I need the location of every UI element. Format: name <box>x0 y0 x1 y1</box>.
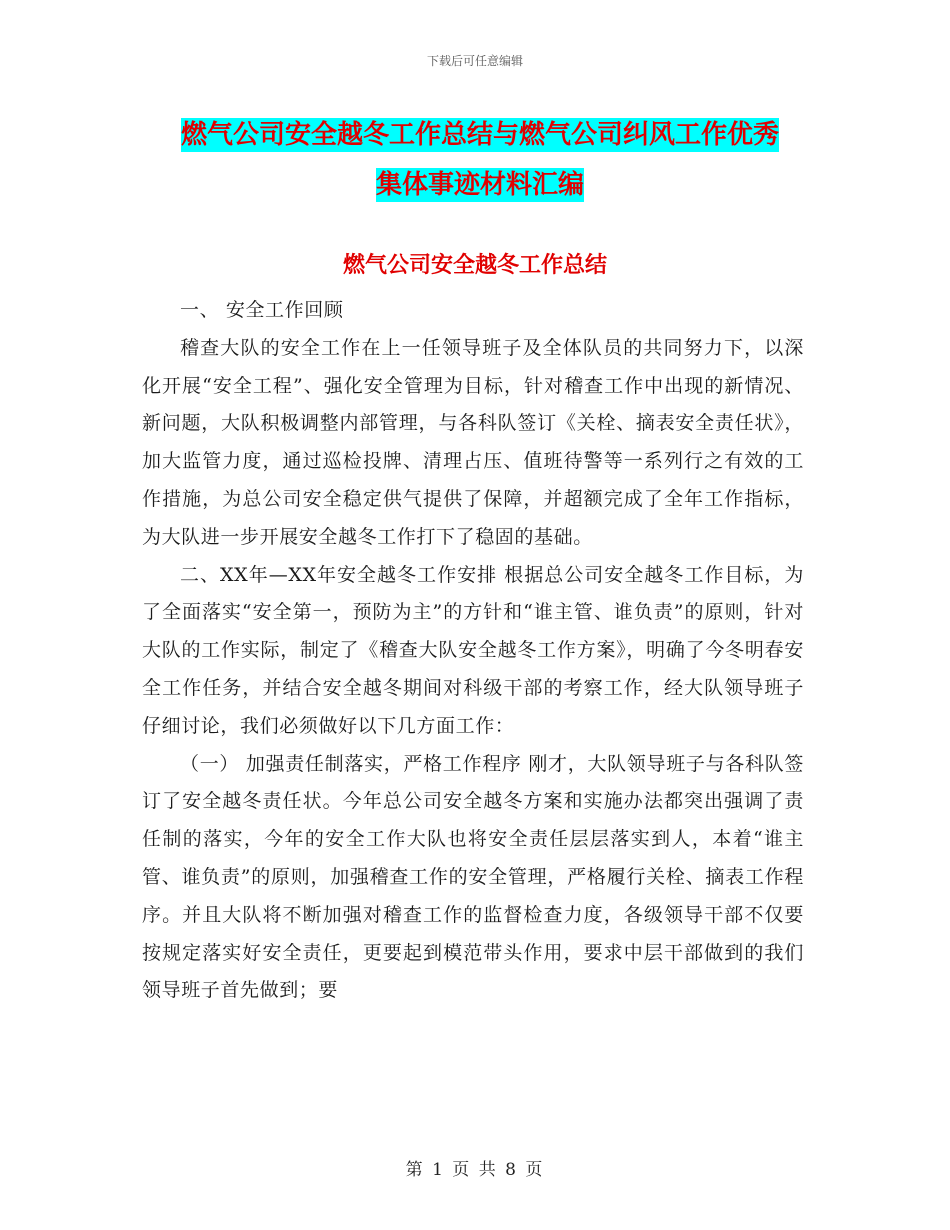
paragraph: 稽查大队的安全工作在上一任领导班子及全体队员的共同努力下，以深化开展“安全工程”、强化安全管理为目标，针对稽查工作中出现的新情况、新问题，大队积极调整内部管理，与各科队签订《关栓、摘表安全责任状》，加大监管力度，通过巡检投牌、清理占压、值班待警等一系列行之有效的工作措施，为总公司安全稳定供气提供了保障，并超额完成了全年工作指标，为大队进一步开展安全越冬工作打下了稳固的基础。 <box>142 336 804 548</box>
document-title <box>140 110 820 210</box>
document-title-line2: 集体事迹材料汇编 <box>375 170 584 200</box>
page-number: 第 1 页 共 8 页 <box>405 1160 545 1180</box>
page-header-note: 下载后可任意编辑 <box>426 54 523 68</box>
document-body <box>142 292 804 1010</box>
paragraph: 二、XX年—XX年安全越冬工作安排 根据总公司安全越冬工作目标，为了全面落实“安全第一，预防为主”的方针和“谁主管、谁负责”的原则，针对大队的工作实际，制定了《稽查大队安全越冬工作方案》，明确了今冬明春安全工作任务，并结合安全越冬期间对科级干部的考察工作，经大队领导班子仔细讨论，我们必须做好以下几方面工作： <box>142 563 804 737</box>
paragraph-heading-1: 一、 安全工作回顾 <box>180 299 344 321</box>
document-title-line1: 燃气公司安全越冬工作总结与燃气公司纠风工作优秀 <box>180 120 779 150</box>
paragraph: （一） 加强责任制落实，严格工作程序 刚才，大队领导班子与各科队签订了安全越冬责任状。今年总公司安全越冬方案和实施办法都突出强调了责任制的落实，今年的安全工作大队也将安全责任层层落实到人，本着“谁主管、谁负责”的原则，加强稽查工作的安全管理，严格履行关栓、摘表工作程序。并且大队将不断加强对稽查工作的监督检查力度，各级领导干部不仅要按规定落实好安全责任，更要起到模范带头作用，要求中层干部做到的我们领导班子首先做到；要 <box>142 752 804 1002</box>
section-title: 燃气公司安全越冬工作总结 <box>342 253 607 278</box>
